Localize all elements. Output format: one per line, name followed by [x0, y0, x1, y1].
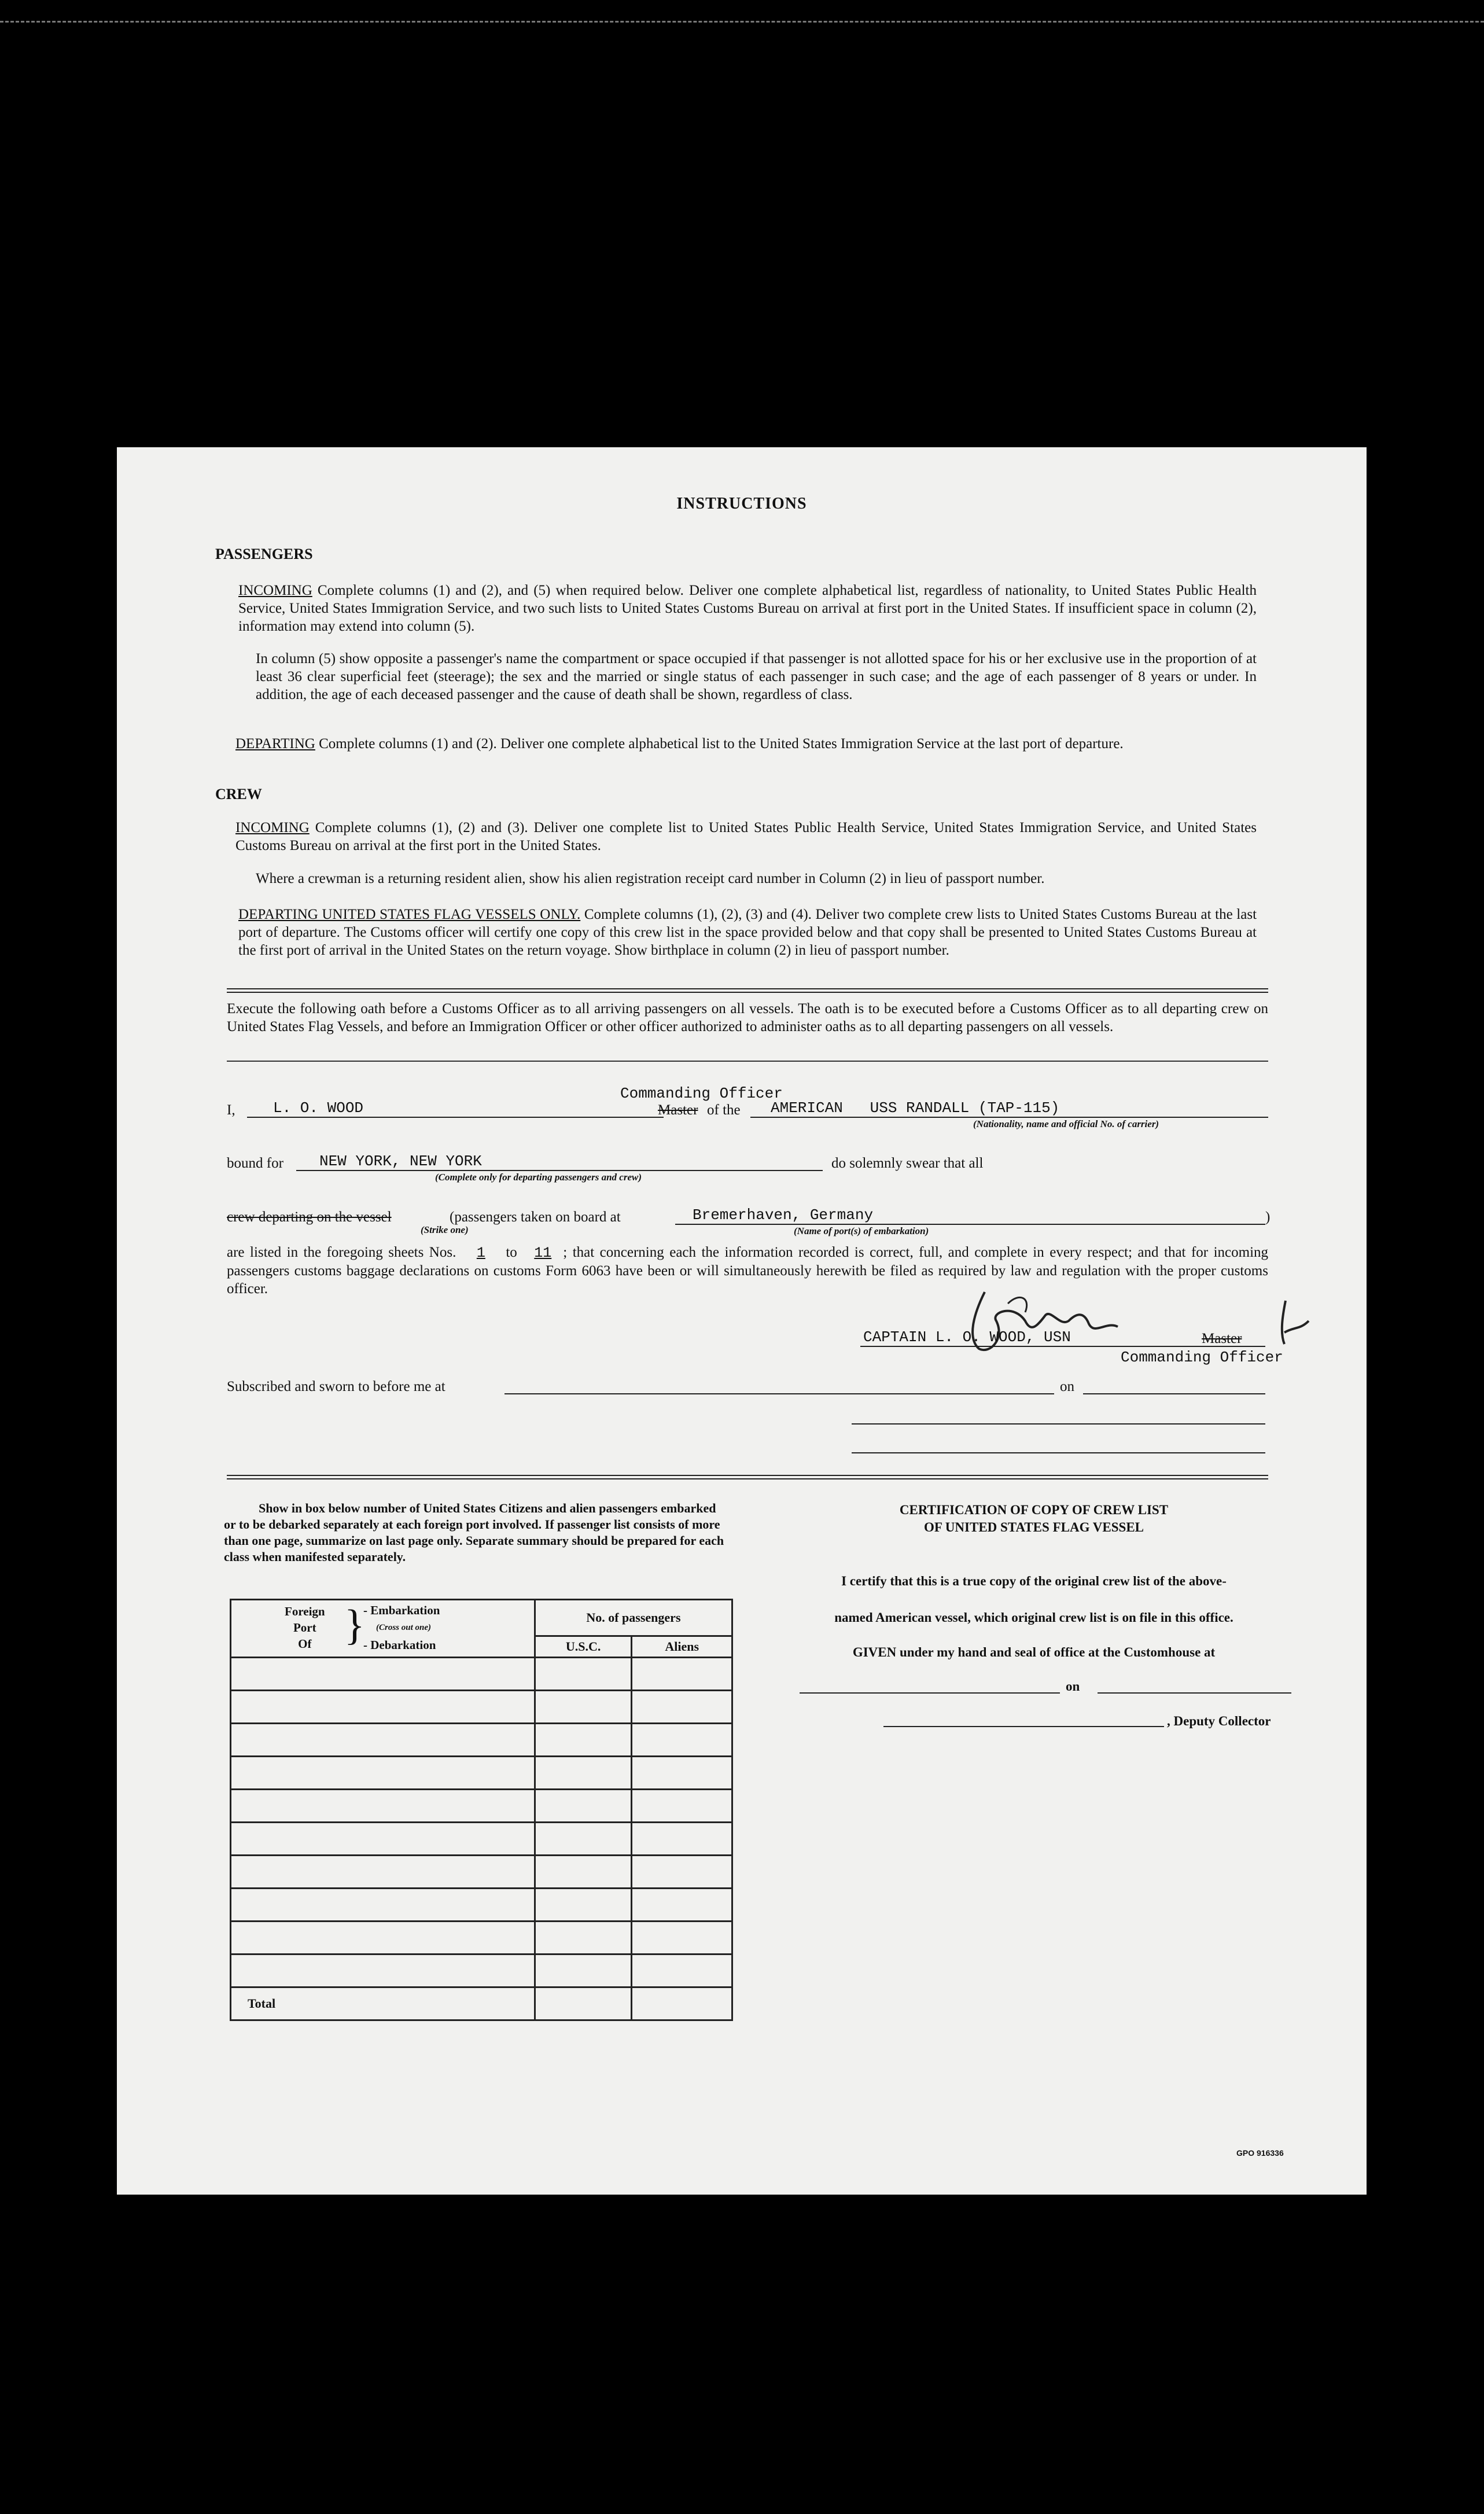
foreign-label: Foreign — [285, 1604, 325, 1618]
oath-intro-paragraph: Execute the following oath before a Customs Officer as to all arriving passengers on all vessels. The oath is to be executed before a Customs Officer as to all departing crew on United States Flag Vessels, and before an Immigration Officer or other officer authorized to administer oaths as to all departing passengers on all vessels. — [227, 1001, 1268, 1035]
oath-vessel-line — [750, 1117, 1268, 1118]
passengers-departing-label: DEPARTING — [235, 736, 315, 752]
port-cell[interactable] — [231, 1757, 535, 1790]
passengers-departing-text: Complete columns (1) and (2). Deliver one complete alphabetical list to the United States Immigration Service at the last port of departure. — [319, 736, 1124, 752]
oath-bound-for-line — [296, 1170, 823, 1171]
crew-incoming-text: Complete columns (1), (2) and (3). Deliver one complete list to United States Public Health Service, United States Immigration Service, and United States Customs Bureau on arrival at the first port in the United States. — [235, 820, 1257, 853]
table-row — [231, 1856, 732, 1889]
deputy-collector-line — [883, 1726, 1164, 1727]
total-aliens-cell[interactable] — [632, 1987, 732, 2020]
embarkation-label: - Embarkation — [363, 1603, 440, 1617]
signature-image — [950, 1280, 1147, 1361]
foreign-port-of-label — [285, 1603, 325, 1652]
port-label: Port — [293, 1620, 316, 1635]
port-cell[interactable] — [231, 1856, 535, 1889]
officer-signature-line-1 — [852, 1423, 1265, 1425]
usc-cell[interactable] — [535, 1658, 632, 1691]
oath-listed-prefix: are listed in the foregoing sheets Nos. — [227, 1245, 456, 1260]
aliens-cell[interactable] — [632, 1724, 732, 1757]
signature-master-struck: Master — [1202, 1331, 1242, 1346]
total-label: Total — [231, 1987, 535, 2020]
crew-departing-label: DEPARTING UNITED STATES FLAG VESSELS ONLY. — [238, 907, 581, 922]
passengers-incoming-label: INCOMING — [238, 583, 312, 598]
subscribed-date-line — [1083, 1393, 1265, 1394]
aliens-cell[interactable] — [632, 1954, 732, 1987]
oath-bound-for-label: bound for — [227, 1155, 283, 1171]
of-label: Of — [298, 1636, 312, 1651]
summary-instructions: Show in box below number of United States Citizens and alien passengers embarked or to be debarked separately at each foreign port involved. If passenger list consists of more than one page, summarize on last page only. Separate summary should be prepared for each class when manifested separately. — [224, 1501, 724, 1564]
oath-port-line — [675, 1224, 1265, 1225]
aliens-cell[interactable] — [632, 1658, 732, 1691]
bottom-section-divider — [227, 1478, 1268, 1479]
table-row — [231, 1889, 732, 1922]
oath-master-struck: Master — [658, 1102, 698, 1118]
oath-listed-suffix: ; that concerning each the information recorded is correct, full, and complete in every respect; and that for incoming passengers customs baggage declarations on customs Form 6063 have been or will simultaneously herewith be filed as required by law and regulation with the proper customs officer. — [227, 1245, 1269, 1297]
port-cell[interactable] — [231, 1724, 535, 1757]
oath-bound-for-caption: (Complete only for departing passengers and crew) — [435, 1172, 642, 1183]
port-header-cell — [231, 1600, 535, 1658]
document-page — [117, 447, 1367, 2195]
usc-cell[interactable] — [535, 1889, 632, 1922]
oath-strike-caption: (Strike one) — [421, 1224, 469, 1235]
aliens-cell[interactable] — [632, 1922, 732, 1954]
signature-scribble — [950, 1280, 1147, 1361]
oath-port-value: Bremerhaven, Germany — [693, 1206, 874, 1224]
subscribed-place-line — [505, 1393, 1054, 1394]
certification-title-line2: OF UNITED STATES FLAG VESSEL — [923, 1520, 1144, 1534]
brace-glyph: } — [344, 1601, 365, 1649]
passengers-heading: PASSENGERS — [215, 546, 313, 562]
oath-divider — [227, 1061, 1268, 1062]
aliens-cell[interactable] — [632, 1889, 732, 1922]
table-row — [231, 1658, 732, 1691]
debarkation-label: - Debarkation — [363, 1637, 436, 1652]
usc-cell[interactable] — [535, 1757, 632, 1790]
certification-title-line1: CERTIFICATION OF COPY OF CREW LIST — [899, 1503, 1169, 1517]
oath-title-typed: Commanding Officer — [620, 1085, 783, 1102]
crew-departing-text: Complete columns (1), (2), (3) and (4). Deliver two complete crew lists to United States Customs Bureau at the last port of departure. The Customs officer will certify one copy of this crew list in the space provided below and that copy shall be presented to United States Customs Bureau at the first port of arrival in the United States on the return voyage. Show birthplace in column (2) in lieu of passport number. — [238, 907, 1257, 958]
port-cell[interactable] — [231, 1922, 535, 1954]
port-cell[interactable] — [231, 1658, 535, 1691]
table-row — [231, 1757, 732, 1790]
signature-commanding-officer: Commanding Officer — [1121, 1349, 1283, 1366]
table-row — [231, 1790, 732, 1823]
section-divider — [227, 992, 1268, 993]
instructions-title: INSTRUCTIONS — [676, 495, 807, 513]
oath-bound-for-value: NEW YORK, NEW YORK — [319, 1153, 482, 1170]
total-row — [231, 1987, 732, 2020]
table-row — [231, 1922, 732, 1954]
oath-of-the-label: of the — [707, 1102, 741, 1118]
table-row — [231, 1691, 732, 1724]
certification-body-line2: named American vessel, which original crew list is on file in this office. — [834, 1610, 1233, 1625]
oath-sheet-to: 11 — [534, 1245, 552, 1261]
crew-incoming-label: INCOMING — [235, 820, 310, 835]
table-row — [231, 1954, 732, 1987]
passengers-incoming-text: Complete columns (1) and (2), and (5) when required below. Deliver one complete alphabetical list, regardless of nationality, to United States Public Health Service, United States Immigration Service, and two such lists to United States Customs Bureau on arrival at first port in the United States. If insufficient space in column (2), information may extend into column (5). — [238, 583, 1257, 634]
oath-name-line — [247, 1117, 664, 1118]
usc-cell[interactable] — [535, 1954, 632, 1987]
oath-sheet-from: 1 — [476, 1245, 485, 1261]
passengers-departing-paragraph — [235, 735, 1257, 753]
usc-header: U.S.C. — [535, 1636, 632, 1658]
usc-cell[interactable] — [535, 1790, 632, 1823]
oath-to-label: to — [506, 1245, 517, 1260]
table-row — [231, 1823, 732, 1856]
oath-port-close-paren: ) — [1265, 1209, 1271, 1225]
microfilm-edge-line — [0, 21, 1484, 23]
port-cell[interactable] — [231, 1954, 535, 1987]
signature-typed: CAPTAIN L. O. WOOD, USN — [863, 1328, 1071, 1346]
crew-incoming-paragraph — [235, 819, 1257, 855]
certification-title — [800, 1501, 1268, 1536]
port-cell[interactable] — [231, 1823, 535, 1856]
crew-resident-alien-paragraph: Where a crewman is a returning resident alien, show his alien registration receipt card number in Column (2) in lieu of passport number. — [256, 871, 1045, 886]
certification-body-line1: I certify that this is a true copy of the original crew list of the above- — [841, 1574, 1227, 1588]
usc-cell[interactable] — [535, 1922, 632, 1954]
crew-heading: CREW — [215, 786, 262, 803]
aliens-header: Aliens — [632, 1636, 732, 1658]
aliens-cell[interactable] — [632, 1757, 732, 1790]
initials-mark — [1274, 1298, 1314, 1350]
deputy-collector-label: , Deputy Collector — [1167, 1714, 1271, 1728]
passenger-summary-table — [230, 1599, 733, 2021]
oath-passengers-text: (passengers taken on board at — [450, 1209, 621, 1225]
passengers-column5-paragraph: In column (5) show opposite a passenger's name the compartment or space occupied if that passenger is not allotted space for his or her exclusive use in the proportion of at least 36 clear superficial feet (steerage); the sex and the married or single status of each passenger in such case; and the age of each passenger of 8 years or under. In addition, the age of each deceased passenger and the cause of death shall be shown, regardless of class. — [256, 651, 1257, 702]
table-row — [231, 1724, 732, 1757]
no-of-passengers-header: No. of passengers — [535, 1600, 732, 1636]
table-header-row — [231, 1600, 732, 1636]
aliens-cell[interactable] — [632, 1691, 732, 1724]
cross-out-label: (Cross out one) — [376, 1622, 432, 1632]
crew-departing-paragraph — [238, 906, 1257, 959]
oath-name-value: L. O. WOOD — [273, 1099, 364, 1117]
oath-strike-struck: crew departing on the vessel — [227, 1209, 392, 1225]
oath-vessel-value: AMERICAN USS RANDALL (TAP-115) — [771, 1099, 1060, 1117]
usc-cell[interactable] — [535, 1856, 632, 1889]
port-cell[interactable] — [231, 1790, 535, 1823]
subscribed-label: Subscribed and sworn to before me at — [227, 1379, 445, 1394]
certification-given-text: GIVEN under my hand and seal of office at the Customhouse at — [852, 1645, 1216, 1659]
usc-cell[interactable] — [535, 1823, 632, 1856]
certification-place-line — [800, 1692, 1060, 1694]
subscribed-on-label: on — [1060, 1379, 1074, 1394]
oath-port-caption: (Name of port(s) of embarkation) — [794, 1225, 929, 1236]
certification-on-label: on — [1066, 1679, 1080, 1694]
gpo-footer-code: GPO 916336 — [1236, 2148, 1284, 2158]
usc-cell[interactable] — [535, 1691, 632, 1724]
oath-vessel-caption: (Nationality, name and official No. of carrier) — [973, 1118, 1159, 1129]
aliens-cell[interactable] — [632, 1823, 732, 1856]
port-cell[interactable] — [231, 1889, 535, 1922]
passengers-incoming-paragraph — [238, 581, 1257, 635]
aliens-cell[interactable] — [632, 1790, 732, 1823]
oath-swear-text: do solemnly swear that all — [831, 1155, 984, 1171]
officer-signature-line-2 — [852, 1452, 1265, 1453]
port-cell[interactable] — [231, 1691, 535, 1724]
initials-scribble — [1274, 1298, 1314, 1350]
total-usc-cell[interactable] — [535, 1987, 632, 2020]
certification-date-line — [1098, 1692, 1291, 1694]
aliens-cell[interactable] — [632, 1856, 732, 1889]
usc-cell[interactable] — [535, 1724, 632, 1757]
oath-i-label: I, — [227, 1102, 235, 1118]
section-divider — [227, 988, 1268, 989]
bottom-section-divider — [227, 1475, 1268, 1476]
